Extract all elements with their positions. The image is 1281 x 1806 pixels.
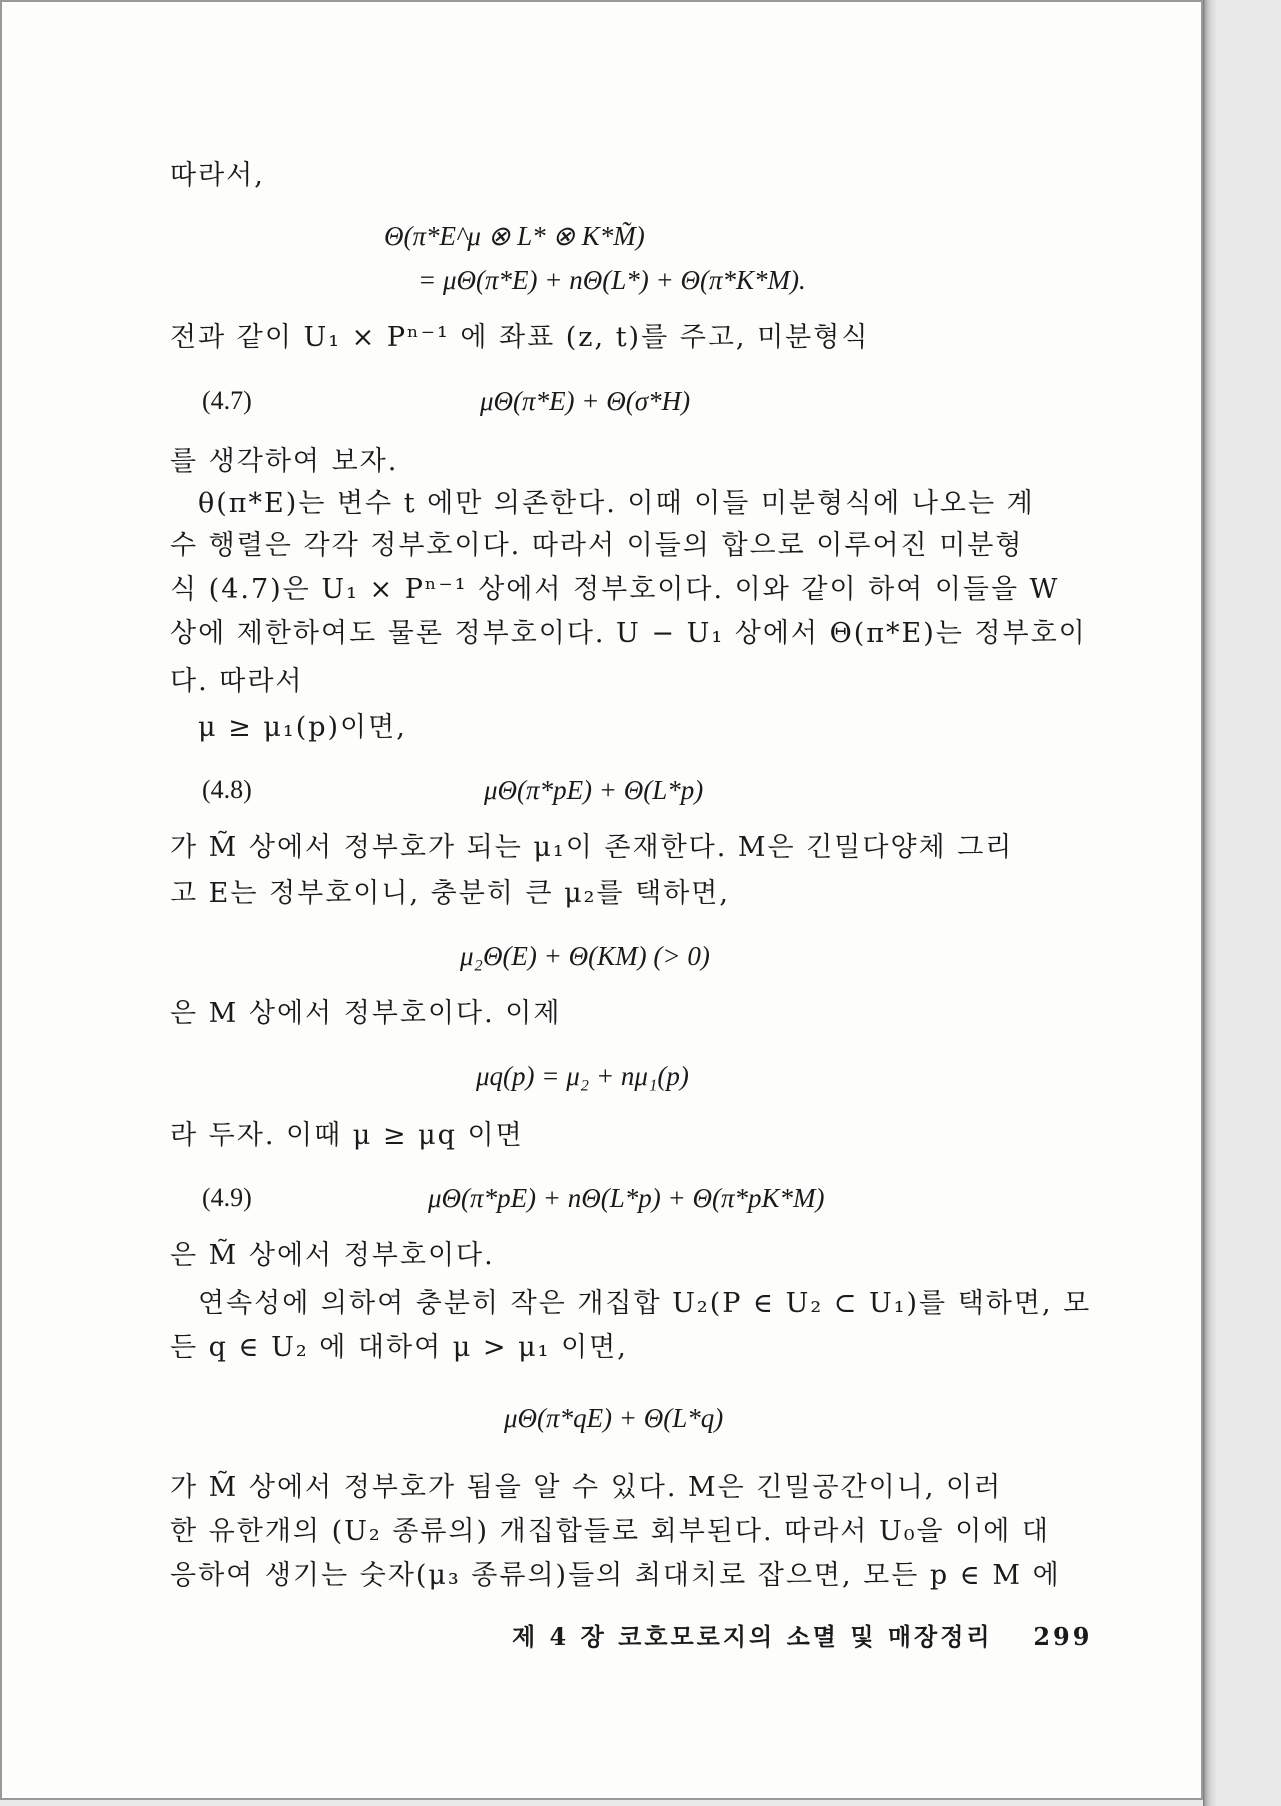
page-edge-shadow (1203, 0, 1217, 1806)
equation-number: (4.8) (202, 775, 252, 804)
equation: μq(p) = μ₂ + nμ₁(p) (476, 1061, 689, 1091)
text-line: 상에 제한하여도 물론 정부호이다. U − U₁ 상에서 Θ(π*E)는 정부호이 (170, 618, 1087, 649)
equation: μΘ(π*pE) + Θ(L*p) (484, 775, 704, 805)
text-line: 다. 따라서 (170, 666, 304, 697)
equation: μΘ(π*pE) + nΘ(L*p) + Θ(π*pK*M) (428, 1183, 825, 1213)
equation: μ₂Θ(E) + Θ(KM) (> 0) (460, 941, 710, 971)
text-line: 응하여 생기는 숫자(μ₃ 종류의)들의 최대치로 잡으면, 모든 p ∈ M 에 (170, 1560, 1061, 1591)
text-line: 고 E는 정부호이니, 충분히 큰 μ₂를 택하면, (170, 878, 730, 909)
text-line: 가 M̃ 상에서 정부호가 됨을 알 수 있다. M은 긴밀공간이니, 이러 (170, 1472, 1003, 1503)
running-footer (512, 1622, 1092, 1652)
text-line: 은 M̃ 상에서 정부호이다. (170, 1240, 495, 1271)
text-line: 따라서, (170, 160, 265, 191)
text-line: 수 행렬은 각각 정부호이다. 따라서 이들의 합으로 이루어진 미분형 (170, 530, 1024, 561)
text-line: μ ≥ μ₁(p)이면, (198, 712, 407, 743)
text-line: 라 두자. 이때 μ ≥ μq 이면 (170, 1120, 524, 1151)
equation: = μΘ(π*E) + nΘ(L*) + Θ(π*K*M). (418, 265, 806, 295)
page-number: 299 (1033, 1622, 1093, 1651)
chapter-title: 제 4 장 코호모로지의 소멸 및 매장정리 (512, 1622, 993, 1651)
equation: μΘ(π*qE) + Θ(L*q) (504, 1403, 724, 1433)
equation-number: (4.7) (202, 386, 252, 415)
equation: Θ(π*E^μ ⊗ L* ⊗ K*M̃) (384, 221, 645, 251)
text-line: 은 M 상에서 정부호이다. 이제 (170, 998, 562, 1029)
text-line: θ(π*E)는 변수 t 에만 의존한다. 이때 이들 미분형식에 나오는 계 (198, 488, 1035, 519)
equation: μΘ(π*E) + Θ(σ*H) (480, 386, 691, 416)
text-line: 를 생각하여 보자. (170, 446, 399, 477)
text-line: 가 M̃ 상에서 정부호가 되는 μ₁이 존재한다. M은 긴밀다양체 그리 (170, 832, 1014, 863)
text-line: 전과 같이 U₁ × Pⁿ⁻¹ 에 좌표 (z, t)를 주고, 미분형식 (170, 322, 870, 353)
text-line: 한 유한개의 (U₂ 종류의) 개집합들로 회부된다. 따라서 U₀을 이에 대 (170, 1516, 1051, 1547)
text-line: 든 q ∈ U₂ 에 대하여 μ > μ₁ 이면, (170, 1332, 628, 1363)
equation-number: (4.9) (202, 1183, 252, 1212)
text-line: 식 (4.7)은 U₁ × Pⁿ⁻¹ 상에서 정부호이다. 이와 같이 하여 이들을 W (170, 574, 1060, 605)
text-line: 연속성에 의하여 충분히 작은 개집합 U₂(P ∈ U₂ ⊂ U₁)를 택하면, 모 (198, 1288, 1092, 1319)
